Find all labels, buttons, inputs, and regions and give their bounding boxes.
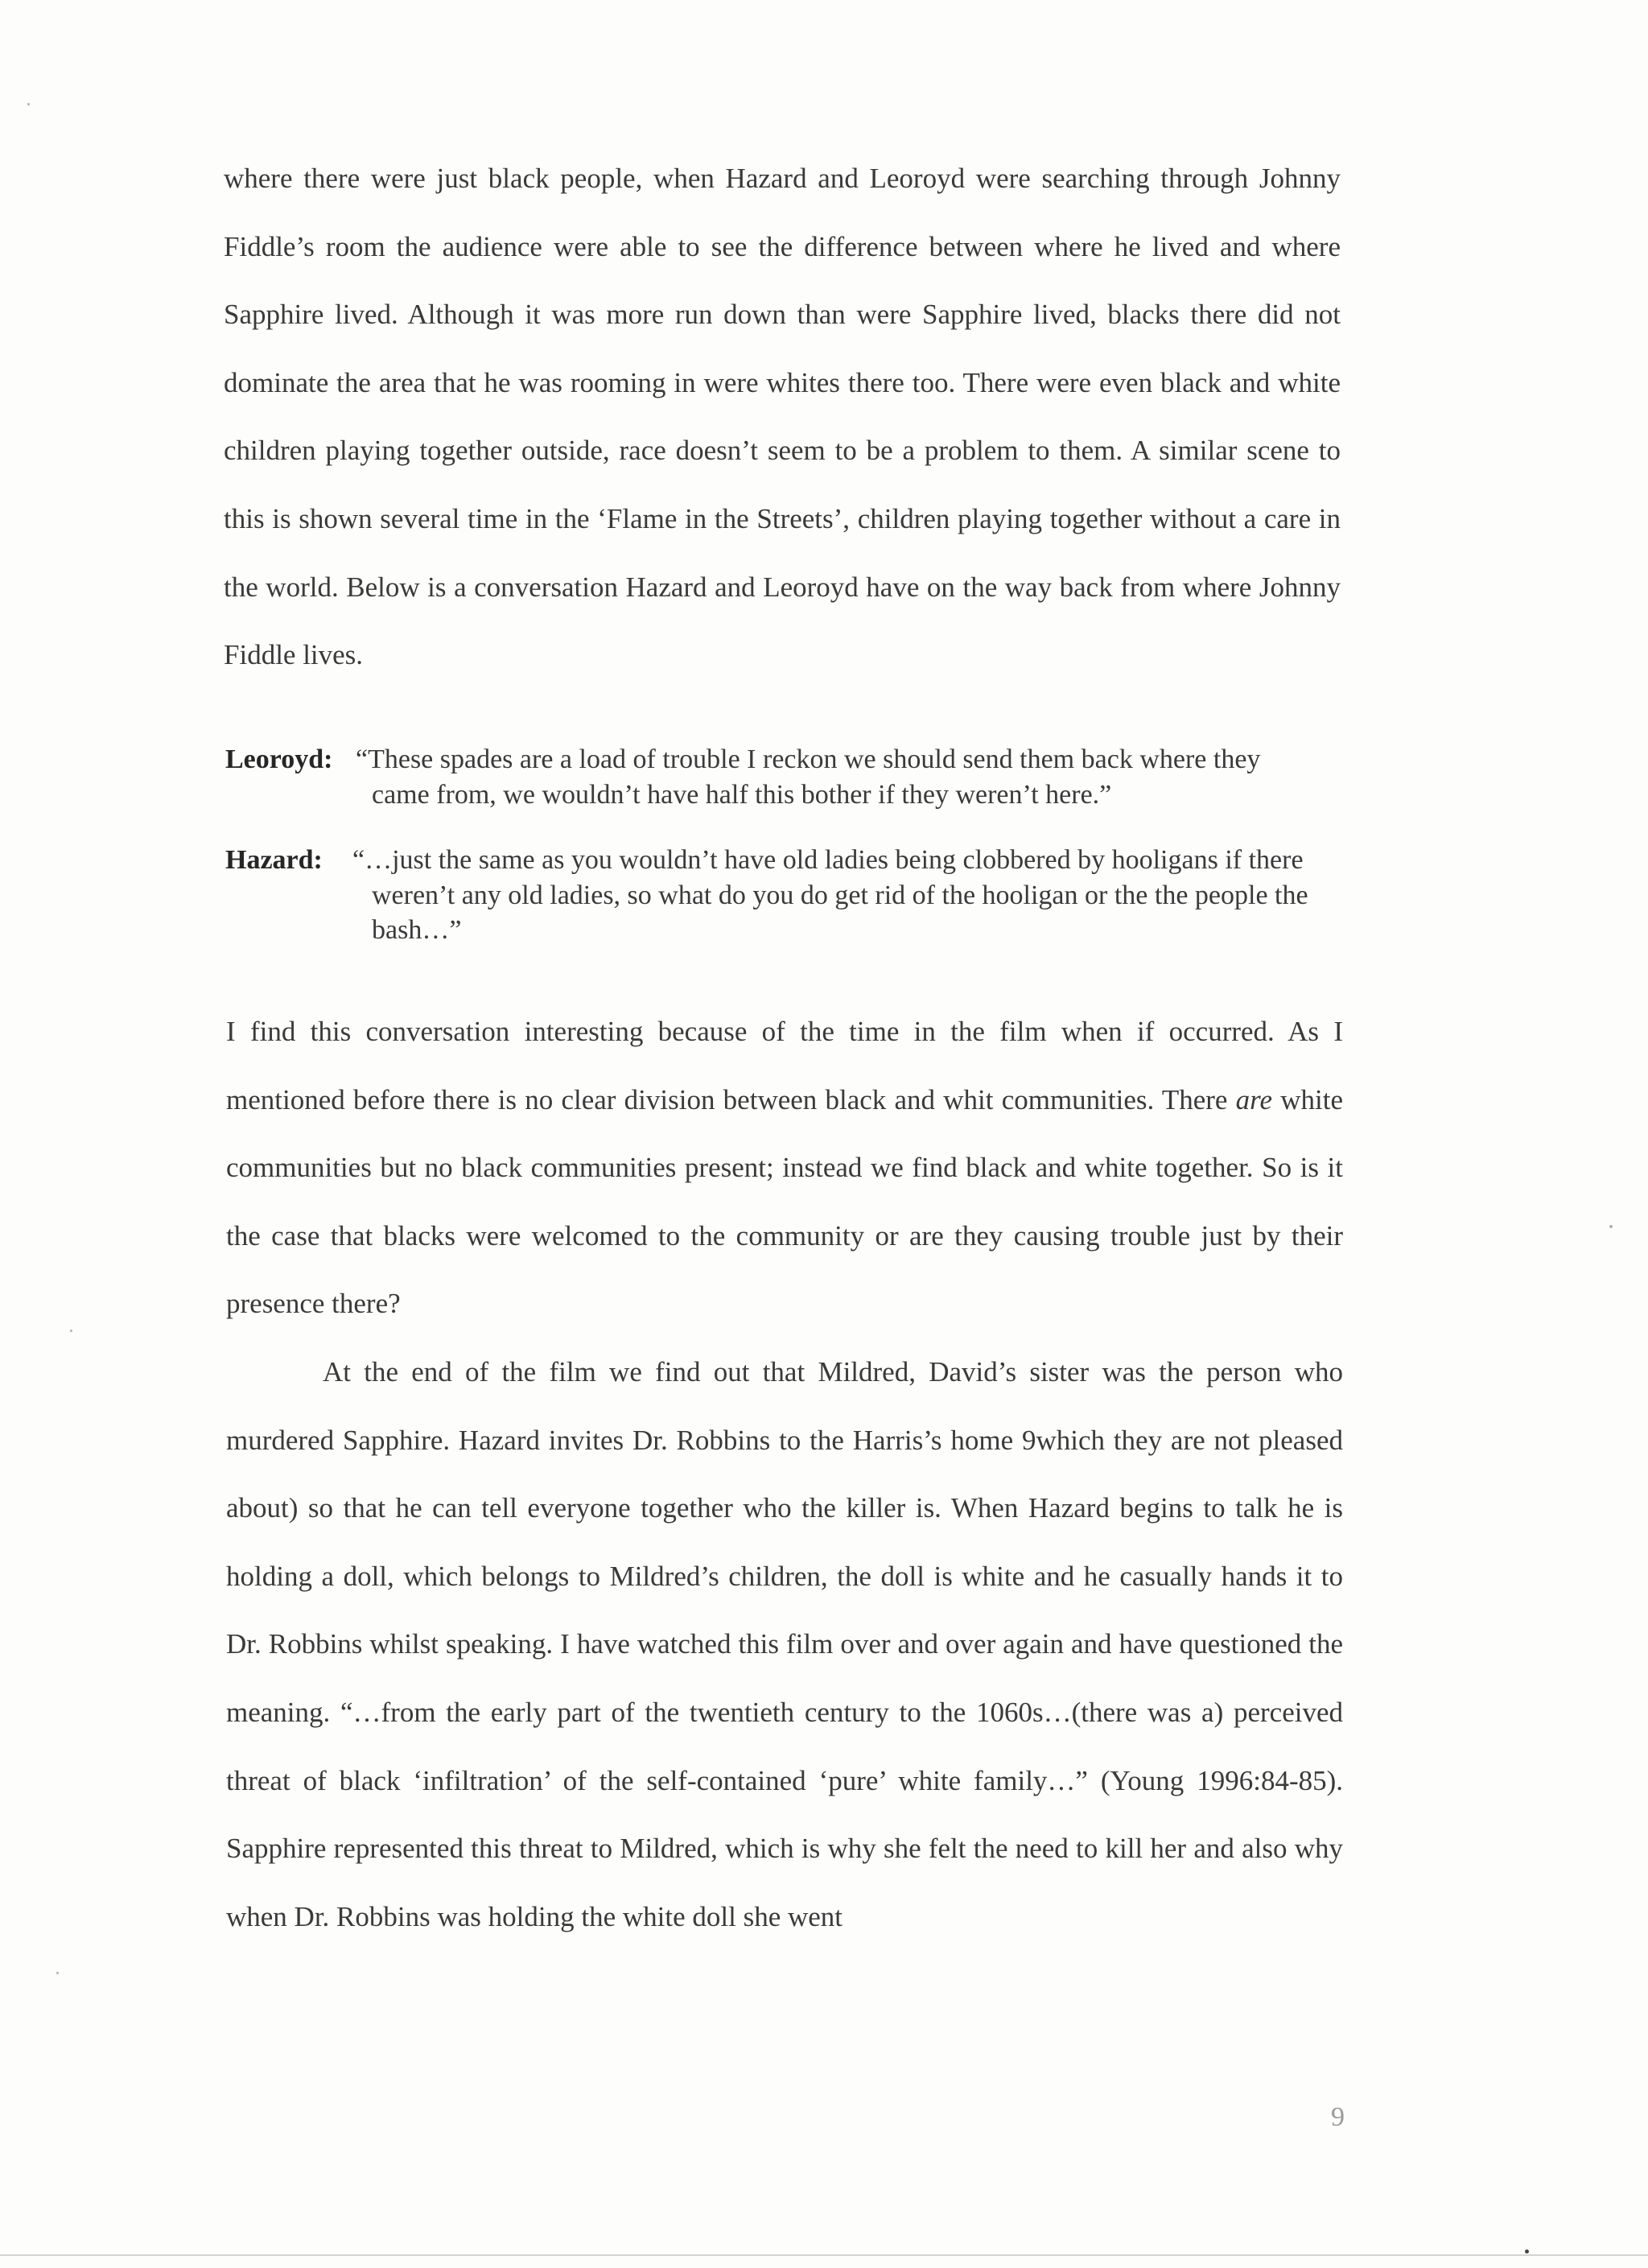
body-paragraph: where there were just black people, when Hazard and Leoroyd were searching through Johnny Fiddle’s room the audience were able to see the difference between where he lived and where Sapphire lived. Although it was more run down than were Sapphire lived, blacks there did not dominate the area that he was rooming in were whites there too. There were even black and white children playing together outside, race doesn’t seem to be a problem to them. A similar scene to this is shown several time in the ‘Flame in the Streets’, children playing together without a care in the world. Below is a conversation Hazard and Leoroyd have on the way back from where Johnny Fiddle lives. xyxy=(224,163,1341,671)
dialogue-line: “These spades are a load of trouble I reckon we should send them back where they came from, we wouldn’t have half this bother if they weren’t here.” xyxy=(356,744,1261,810)
dialogue-entry xyxy=(225,742,1320,812)
emphasis-text: are xyxy=(1235,1083,1273,1115)
paragraph-text: white communities but no black communities present; instead we find black and white together. So is it the case that blacks were welcomed to the community or are they causing trouble just by their presence there? xyxy=(226,1083,1343,1320)
dialogue-line: “…just the same as you wouldn’t have old ladies being clobbered by hooligans if there weren’t any old ladies, so what do you do get rid of the hooligan or the the people the bash…” xyxy=(352,845,1308,945)
dialogue-entry xyxy=(225,843,1320,948)
scan-speck xyxy=(1525,2249,1529,2254)
scan-edge-line xyxy=(0,2254,1648,2256)
dialogue-speaker: Hazard: xyxy=(225,845,323,875)
scan-speck xyxy=(27,103,30,105)
dialogue-speaker: Leoroyd: xyxy=(225,744,333,774)
scan-speck xyxy=(70,1330,72,1332)
scan-speck xyxy=(1609,1225,1613,1228)
body-paragraph xyxy=(226,998,1343,1338)
paragraph-text: I find this conversation interesting because of the time in the film when if occurred. As I mentioned before there is no clear division between black and whit communities. There xyxy=(226,1016,1343,1115)
body-paragraph: At the end of the film we find out that Mildred, David’s sister was the person who murdered Sapphire. Hazard invites Dr. Robbins to the Harris’s home 9which they are not pleased about) so that he can tell everyone together who the killer is. When Hazard begins to talk he is holding a doll, which belongs to Mildred’s children, the doll is white and he casually hands it to Dr. Robbins whilst speaking. I have watched this film over and over again and have questioned the meaning. “…from the early part of the twentieth century to the 1060s…(there was a) perceived threat of black ‘infiltration’ of the self-contained ‘pure’ white family…” (Young 1996:84-85). Sapphire represented this threat to Mildred, which is why she felt the need to kill her and also why when Dr. Robbins was holding the white doll she went xyxy=(226,1356,1343,1932)
scan-speck xyxy=(56,1972,59,1974)
page-number: 9 xyxy=(1331,2102,1345,2132)
